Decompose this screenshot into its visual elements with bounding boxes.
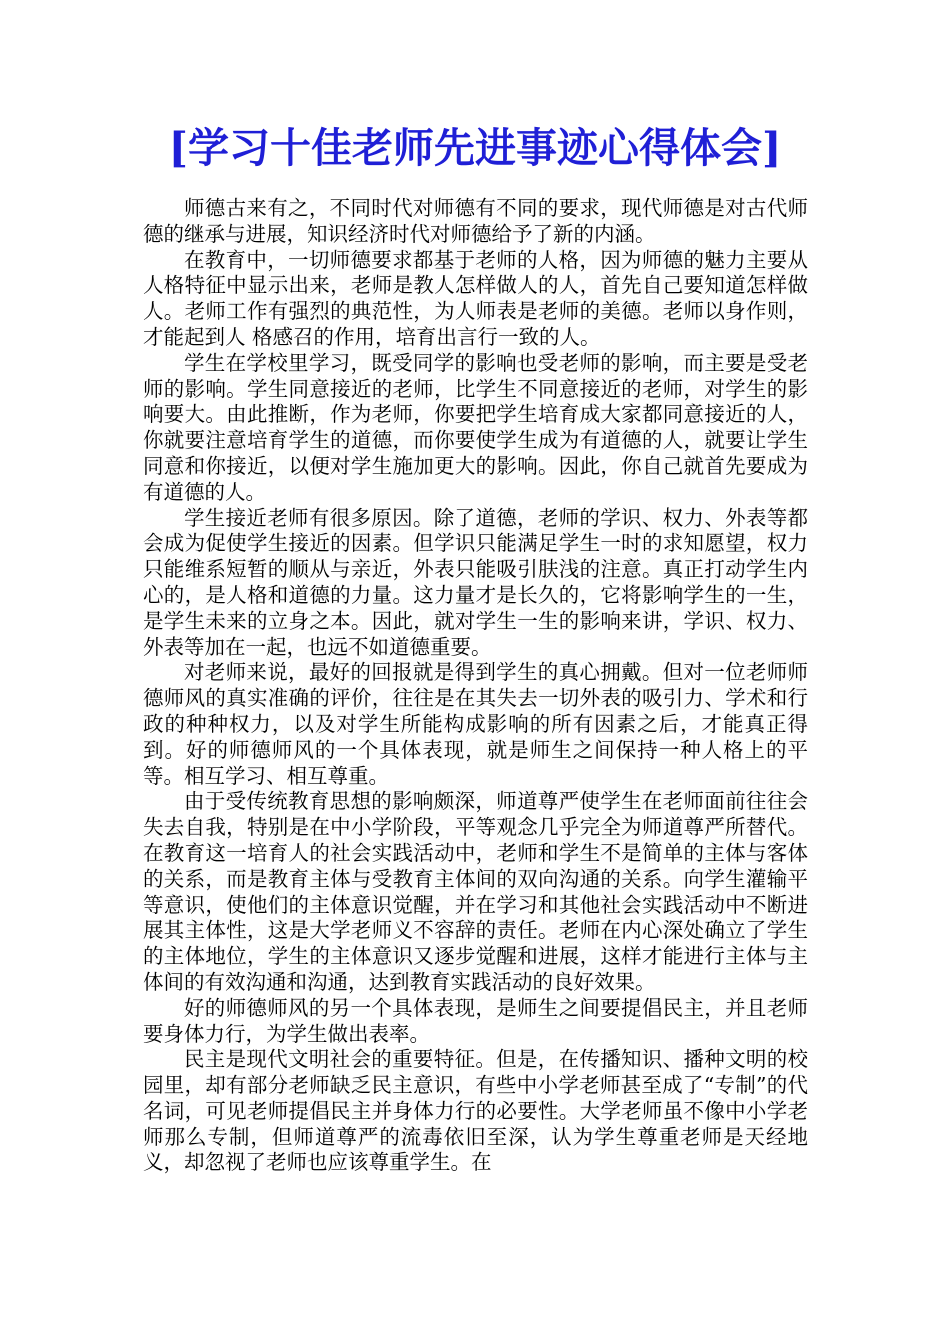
- paragraph-6: 由于受传统教育思想的影响颇深，师道尊严使学生在老师面前往往会失去自我，特别是在中小学阶段，平等观念几乎完全为师道尊严所替代。在教育这一培育人的社会实践活动中，老师和学生不是简单的主体与客体的关系，而是教育主体与受教育主体间的双向沟通的关系。向学生灌输平等意识，使他们的主体意识觉醒，并在学习和其他社会实践活动中不断进展其主体性，这是大学老师义不容辞的责任。老师在内心深处确立了学生的主体地位，学生的主体意识又逐步觉醒和进展，这样才能进行主体与主体间的有效沟通和沟通，达到教育实践活动的良好效果。: [143, 789, 808, 994]
- paragraph-8: 民主是现代文明社会的重要特征。但是，在传播知识、播种文明的校园里，却有部分老师缺乏民主意识，有些中小学老师甚至成了“专制”的代名词，可见老师提倡民主并身体力行的必要性。大学老师虽不像中小学老师那么专制，但师道尊严的流毒依旧至深，认为学生尊重老师是天经地义，却忽视了老师也应该尊重学生。在: [143, 1047, 808, 1175]
- paragraph-4: 学生接近老师有很多原因。除了道德，老师的学识、权力、外表等都会成为促使学生接近的因素。但学识只能满足学生一时的求知愿望，权力只能维系短暂的顺从与亲近，外表只能吸引肤浅的注意。真正打动学生内心的，是人格和道德的力量。这力量才是长久的，它将影响学生的一生，是学生未来的立身之本。因此，就对学生一生的影响来讲，学识、权力、外表等加在一起，也远不如道德重要。: [143, 505, 808, 659]
- paragraph-3: 学生在学校里学习，既受同学的影响也受老师的影响，而主要是受老师的影响。学生同意接近的老师，比学生不同意接近的老师，对学生的影响要大。由此推断，作为老师，你要把学生培育成大家都同意接近的人，你就要注意培育学生的道德，而你要使学生成为有道德的人，就要让学生同意和你接近，以便对学生施加更大的影响。因此，你自己就首先要成为有道德的人。: [143, 350, 808, 504]
- document-body: [143, 196, 808, 1176]
- paragraph-1: 师德古来有之，不同时代对师德有不同的要求，现代师德是对古代师德的继承与进展，知识经济时代对师德给予了新的内涵。: [143, 196, 808, 246]
- document-title: [学习十佳老师先进事迹心得体会]: [168, 124, 782, 172]
- paragraph-2: 在教育中，一切师德要求都基于老师的人格，因为师德的魅力主要从人格特征中显示出来，老师是教人怎样做人的人，首先自己要知道怎样做人。老师工作有强烈的典范性，为人师表是老师的美德。老师以身作则，才能起到人 格感召的作用，培育出言行一致的人。: [143, 247, 808, 349]
- paragraph-7: 好的师德师风的另一个具体表现，是师生之间要提倡民主，并且老师要身体力行，为学生做出表率。: [143, 995, 808, 1046]
- paragraph-5: 对老师来说，最好的回报就是得到学生的真心拥戴。但对一位老师师德师风的真实准确的评价，往往是在其失去一切外表的吸引力、学术和行政的种种权力，以及对学生所能构成影响的所有因素之后，才能真正得到。好的师德师风的一个具体表现，就是师生之间保持一种人格上的平等。相互学习、相互尊重。: [143, 660, 808, 788]
